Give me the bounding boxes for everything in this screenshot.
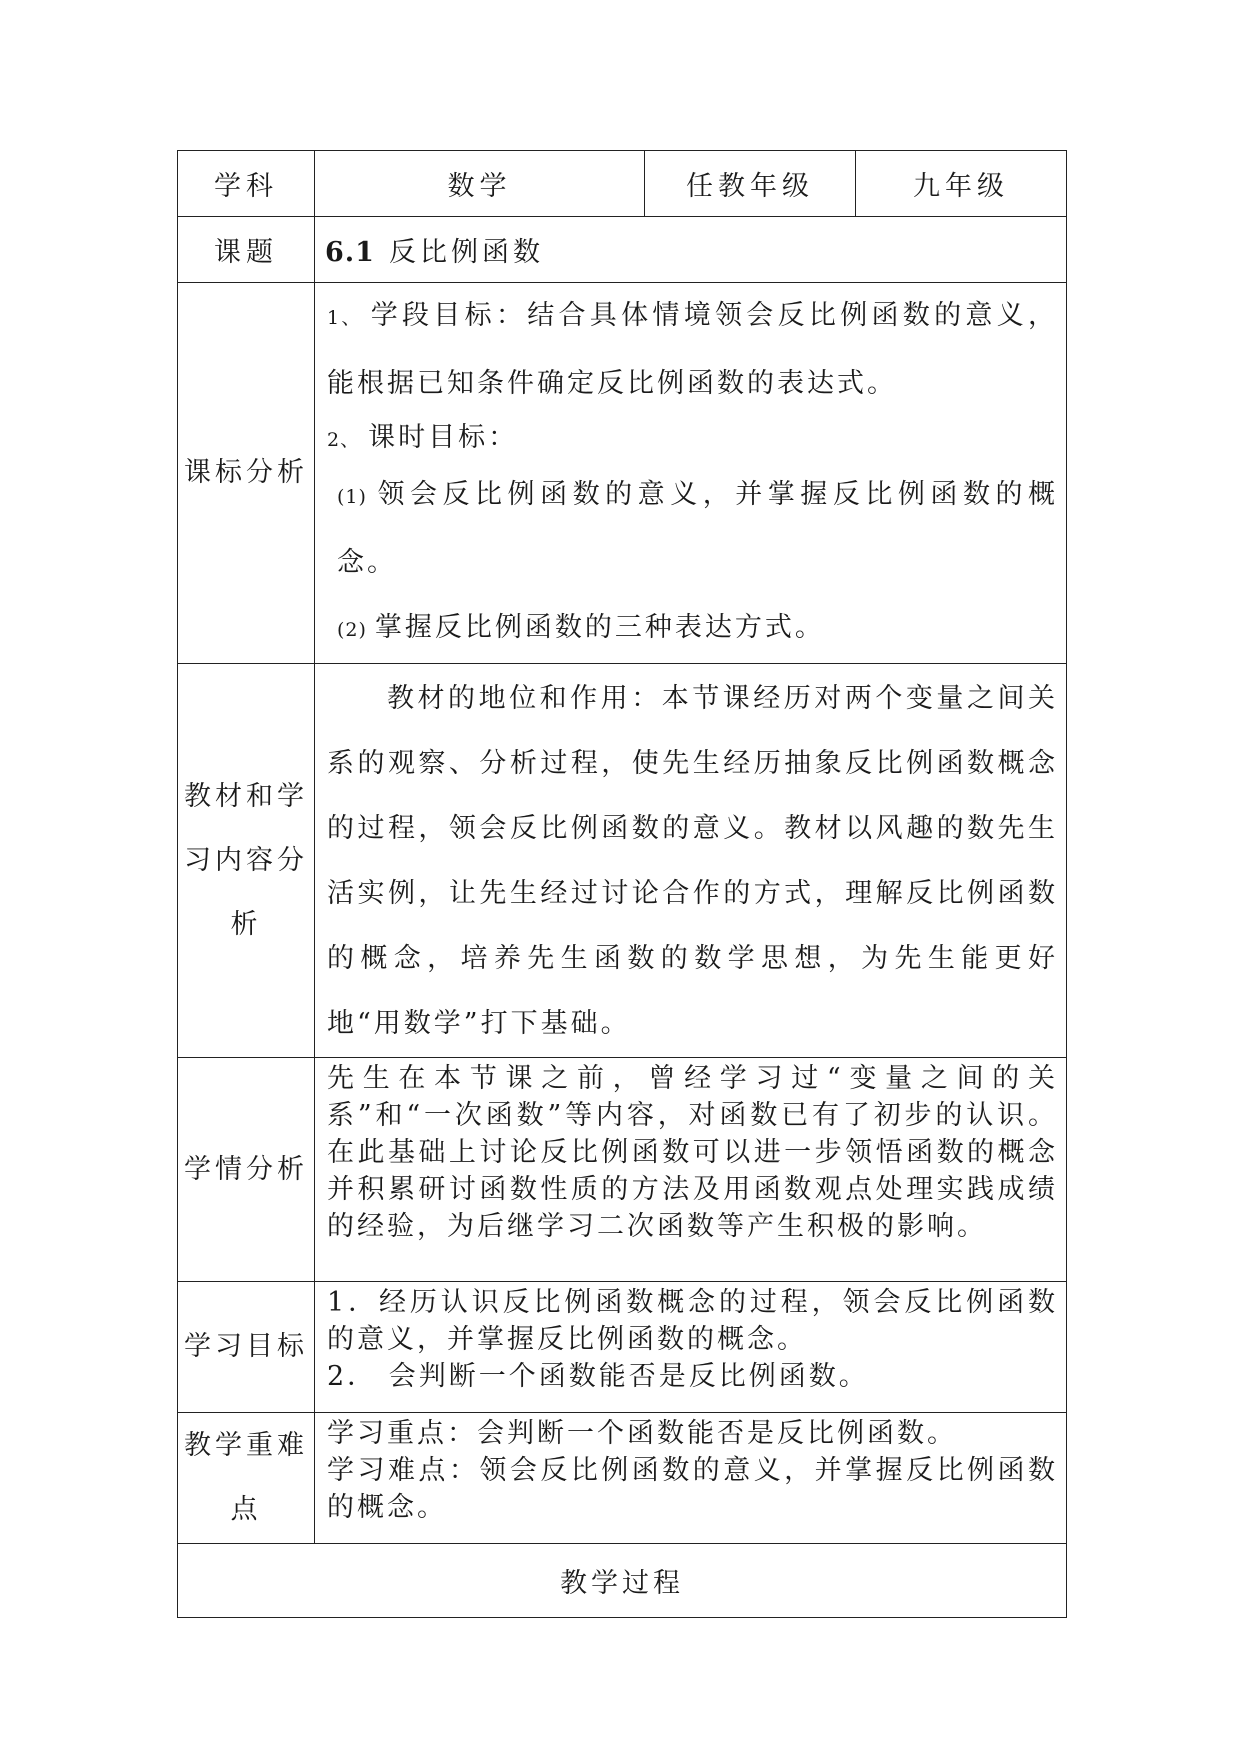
subject-value: 数学 bbox=[315, 151, 645, 217]
curriculum-line-2-num: 2、 bbox=[327, 429, 361, 451]
students-row bbox=[178, 1058, 1067, 1282]
curriculum-item-2-text: 掌握反比例函数的三种表达方式。 bbox=[374, 612, 825, 643]
students-text: 先生在本节课之前，曾经学习过“变量之间的关系”和“一次函数”等内容，对函数已有了初步的认识。在此基础上讨论反比例函数可以进一步领悟函数的概念并积累研讨函数性质的方法及用函数观点处理实践成绩的经验，为后继学习二次函数等产生积极的影响。 bbox=[327, 1063, 1058, 1242]
topic-label: 课题 bbox=[178, 217, 315, 283]
topic-title: 反比例函数 bbox=[388, 237, 544, 268]
objective-2: 2． 会判断一个函数能否是反比例函数。 bbox=[327, 1361, 869, 1392]
grade-value: 九年级 bbox=[856, 151, 1067, 217]
objectives-row bbox=[178, 1282, 1067, 1413]
topic-number: 6.1 bbox=[325, 237, 375, 268]
curriculum-item-2 bbox=[327, 595, 1058, 663]
grade-label: 任教年级 bbox=[645, 151, 856, 217]
key-point: 学习重点：会判断一个函数能否是反比例函数。 bbox=[327, 1418, 957, 1449]
topic-row bbox=[178, 217, 1067, 283]
key-points-content bbox=[315, 1413, 1067, 1544]
students-label: 学情分析 bbox=[178, 1058, 315, 1282]
header-row bbox=[178, 151, 1067, 217]
curriculum-item-1 bbox=[327, 462, 1058, 595]
objective-1: 1．经历认识反比例函数概念的过程，领会反比例函数的意义，并掌握反比例函数的概念。 bbox=[327, 1287, 1058, 1355]
materials-content bbox=[315, 664, 1067, 1058]
difficulty-point: 学习难点：领会反比例函数的意义，并掌握反比例函数的概念。 bbox=[327, 1455, 1058, 1523]
objectives-label: 学习目标 bbox=[178, 1282, 315, 1413]
curriculum-label: 课标分析 bbox=[178, 283, 315, 664]
curriculum-line-1-text: 学段目标：结合具体情境领会反比例函数的意义，能根据已知条件确定反比例函数的表达式。 bbox=[327, 300, 1059, 399]
key-points-row bbox=[178, 1413, 1067, 1544]
lesson-plan-table bbox=[177, 150, 1067, 1618]
materials-row bbox=[178, 664, 1067, 1058]
students-content bbox=[315, 1058, 1067, 1282]
curriculum-item-2-num: (2) bbox=[337, 619, 367, 641]
subject-label: 学科 bbox=[178, 151, 315, 217]
materials-text: 教材的地位和作用：本节课经历对两个变量之间关系的观察、分析过程，使先生经历抽象反比例函数概念的过程，领会反比例函数的意义。教材以风趣的数先生活实例，让先生经过讨论合作的方式，理解反比例函数的概念，培养先生函数的数学思想，为先生能更好地“用数学”打下基础。 bbox=[327, 682, 1058, 1039]
objectives-content bbox=[315, 1282, 1067, 1413]
key-points-label: 教学重难点 bbox=[178, 1413, 315, 1544]
topic-cell bbox=[315, 217, 1067, 283]
curriculum-line-2 bbox=[327, 416, 1058, 462]
materials-label: 教材和学习内容分析 bbox=[178, 664, 315, 1058]
curriculum-item-1-num: (1) bbox=[337, 486, 367, 508]
curriculum-line-1 bbox=[327, 283, 1058, 416]
process-label: 教学过程 bbox=[178, 1544, 1067, 1618]
curriculum-line-1-num: 1、 bbox=[327, 307, 363, 329]
curriculum-line-2-text: 课时目标： bbox=[368, 422, 519, 453]
curriculum-row bbox=[178, 283, 1067, 664]
process-row bbox=[178, 1544, 1067, 1618]
curriculum-content bbox=[315, 283, 1067, 664]
curriculum-item-1-text: 领会反比例函数的意义，并掌握反比例函数的概念。 bbox=[337, 479, 1058, 578]
